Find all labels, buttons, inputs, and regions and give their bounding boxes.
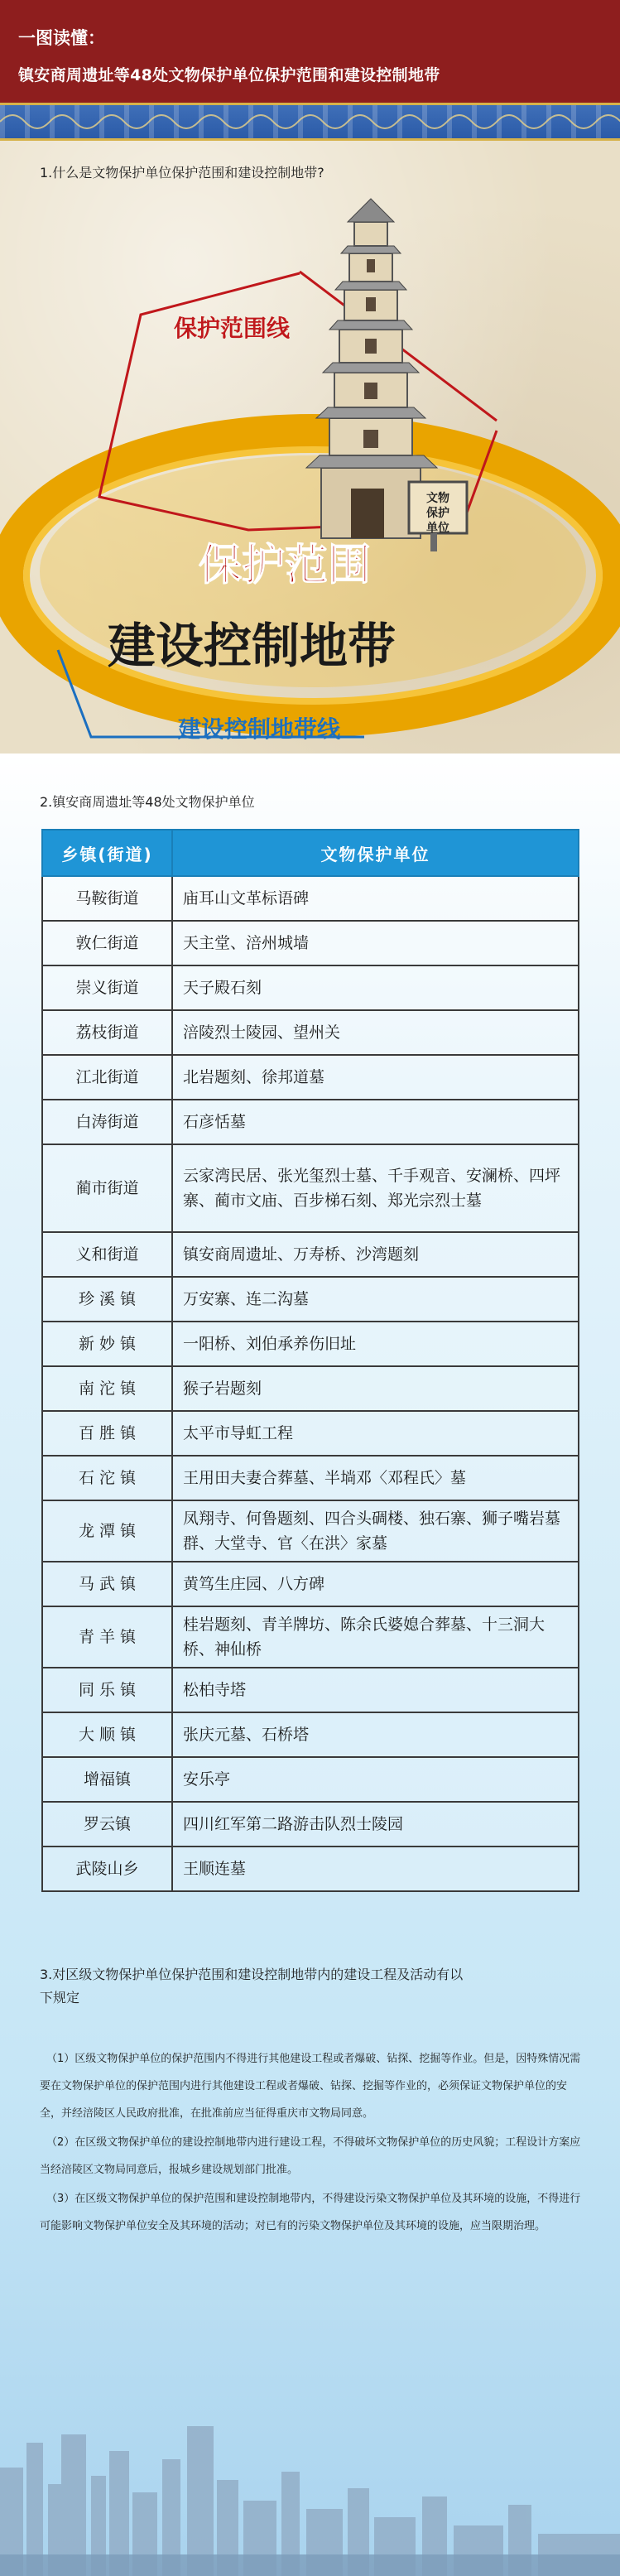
town-cell: 罗云镇 bbox=[42, 1802, 172, 1847]
units-cell: 太平市导虹工程 bbox=[172, 1411, 579, 1456]
units-cell: 天子殿石刻 bbox=[172, 965, 579, 1010]
band-pattern bbox=[0, 105, 620, 138]
section3-title-line1: 3.对区级文物保护单位保护范围和建设控制地带内的建设工程及活动有以 bbox=[40, 1967, 464, 1982]
table-row bbox=[42, 1322, 579, 1366]
units-cell: 四川红军第二路游击队烈士陵园 bbox=[172, 1802, 579, 1847]
city-skyline-illustration bbox=[0, 2418, 620, 2576]
signboard-text-3: 单位 bbox=[426, 522, 449, 535]
table-row bbox=[42, 1456, 579, 1500]
units-cell: 涪陵烈士陵园、望州关 bbox=[172, 1010, 579, 1055]
table-row bbox=[42, 1500, 579, 1562]
signboard-text-2: 保护 bbox=[426, 507, 449, 520]
table-row bbox=[42, 1802, 579, 1847]
control-zone-label: 建设控制地带 bbox=[108, 618, 397, 674]
units-cell: 王用田夫妻合葬墓、半埫邓〈邓程氏〉墓 bbox=[172, 1456, 579, 1500]
protection-zone-diagram bbox=[0, 141, 620, 754]
units-cell: 北岩题刻、徐邦道墓 bbox=[172, 1055, 579, 1100]
table-row bbox=[42, 1055, 579, 1100]
town-cell: 百 胜 镇 bbox=[42, 1411, 172, 1456]
town-cell: 同 乐 镇 bbox=[42, 1668, 172, 1712]
protection-zone-label: 保护范围 bbox=[199, 540, 372, 590]
town-cell: 珍 溪 镇 bbox=[42, 1277, 172, 1322]
table-row bbox=[42, 1847, 579, 1891]
units-cell: 万安寨、连二沟墓 bbox=[172, 1277, 579, 1322]
town-cell: 崇义街道 bbox=[42, 965, 172, 1010]
units-cell: 安乐亭 bbox=[172, 1757, 579, 1802]
protection-line-label: 保护范围线 bbox=[174, 315, 291, 342]
units-cell: 张庆元墓、石桥塔 bbox=[172, 1712, 579, 1757]
town-cell: 马鞍街道 bbox=[42, 876, 172, 921]
town-cell: 白涛街道 bbox=[42, 1100, 172, 1144]
table-header-row bbox=[42, 830, 579, 876]
units-cell: 庙耳山文革标语碑 bbox=[172, 876, 579, 921]
town-cell: 大 顺 镇 bbox=[42, 1712, 172, 1757]
rule-3: （3）在区级文物保护单位的保护范围和建设控制地带内，不得建设污染文物保护单位及其环境的设施，不得进行可能影响文物保护单位安全及其环境的活动；对已有的污染文物保护单位及其环境的设施，应当限期治理。 bbox=[40, 2193, 581, 2232]
section1-title: 1.什么是文物保护单位保护范围和建设控制地带? bbox=[40, 165, 324, 181]
column-header-units: 文物保护单位 bbox=[172, 830, 579, 876]
regulations-text bbox=[40, 2045, 586, 2241]
table-row bbox=[42, 1366, 579, 1411]
units-cell: 黄笃生庄园、八方碑 bbox=[172, 1562, 579, 1606]
control-line-label: 建设控制地带线 bbox=[178, 715, 341, 743]
table-row bbox=[42, 1100, 579, 1144]
town-cell: 义和街道 bbox=[42, 1232, 172, 1277]
units-cell: 石彦恬墓 bbox=[172, 1100, 579, 1144]
town-cell: 江北街道 bbox=[42, 1055, 172, 1100]
units-cell: 猴子岩题刻 bbox=[172, 1366, 579, 1411]
town-cell: 荔枝街道 bbox=[42, 1010, 172, 1055]
table-row bbox=[42, 1277, 579, 1322]
page-title: 镇安商周遗址等48处文物保护单位保护范围和建设控制地带 bbox=[18, 66, 440, 84]
table-row bbox=[42, 1712, 579, 1757]
table-row bbox=[42, 921, 579, 965]
rule-1: （1）区级文物保护单位的保护范围内不得进行其他建设工程或者爆破、钻探、挖掘等作业。但是，因特殊情况需要在文物保护单位的保护范围内进行其他建设工程或者爆破、钻探、挖掘等作业的，必须保证文物保护单位的安全，并经涪陵区人民政府批准，在批准前应当征得重庆市文物局同意。 bbox=[40, 2053, 581, 2120]
units-cell: 王顺连墓 bbox=[172, 1847, 579, 1891]
town-cell: 敦仁街道 bbox=[42, 921, 172, 965]
units-cell: 凤翔寺、何鲁题刻、四合头碉楼、独石寨、狮子嘴岩墓群、大堂寺、官〈在洪〉家墓 bbox=[172, 1500, 579, 1562]
table-row bbox=[42, 1010, 579, 1055]
decorative-band bbox=[0, 103, 620, 141]
table-row bbox=[42, 1606, 579, 1668]
town-cell: 新 妙 镇 bbox=[42, 1322, 172, 1366]
table-row bbox=[42, 1411, 579, 1456]
table-row bbox=[42, 1232, 579, 1277]
table-row bbox=[42, 1144, 579, 1232]
town-cell: 南 沱 镇 bbox=[42, 1366, 172, 1411]
table-row bbox=[42, 1757, 579, 1802]
heritage-units-table bbox=[41, 829, 579, 1892]
town-cell: 武陵山乡 bbox=[42, 1847, 172, 1891]
town-cell: 蔺市街道 bbox=[42, 1144, 172, 1232]
units-cell: 一阳桥、刘伯承养伤旧址 bbox=[172, 1322, 579, 1366]
town-cell: 增福镇 bbox=[42, 1757, 172, 1802]
signboard-text-1: 文物 bbox=[426, 492, 449, 505]
units-cell: 镇安商周遗址、万寿桥、沙湾题刻 bbox=[172, 1232, 579, 1277]
town-cell: 青 羊 镇 bbox=[42, 1606, 172, 1668]
section3-title-line2: 下规定 bbox=[40, 1990, 80, 2005]
page-header bbox=[0, 0, 620, 103]
town-cell: 石 沱 镇 bbox=[42, 1456, 172, 1500]
town-cell: 龙 潭 镇 bbox=[42, 1500, 172, 1562]
rule-2: （2）在区级文物保护单位的建设控制地带内进行建设工程，不得破坏文物保护单位的历史风貌；工程设计方案应当经涪陵区文物局同意后，报城乡建设规划部门批准。 bbox=[40, 2136, 581, 2176]
units-cell: 天主堂、涪州城墙 bbox=[172, 921, 579, 965]
section2-title: 2.镇安商周遗址等48处文物保护单位 bbox=[40, 794, 255, 810]
header-kicker: 一图读懂： bbox=[18, 28, 105, 48]
table-row bbox=[42, 1562, 579, 1606]
units-cell: 云家湾民居、张光玺烈士墓、千手观音、安澜桥、四坪寨、蔺市文庙、百步梯石刻、郑光宗烈士墓 bbox=[172, 1144, 579, 1232]
town-cell: 马 武 镇 bbox=[42, 1562, 172, 1606]
units-cell: 松柏寺塔 bbox=[172, 1668, 579, 1712]
units-cell: 桂岩题刻、青羊牌坊、陈余氏婆媳合葬墓、十三洞大桥、神仙桥 bbox=[172, 1606, 579, 1668]
table-row bbox=[42, 1668, 579, 1712]
table-row bbox=[42, 965, 579, 1010]
table-row bbox=[42, 876, 579, 921]
column-header-town: 乡镇(街道) bbox=[42, 830, 172, 876]
